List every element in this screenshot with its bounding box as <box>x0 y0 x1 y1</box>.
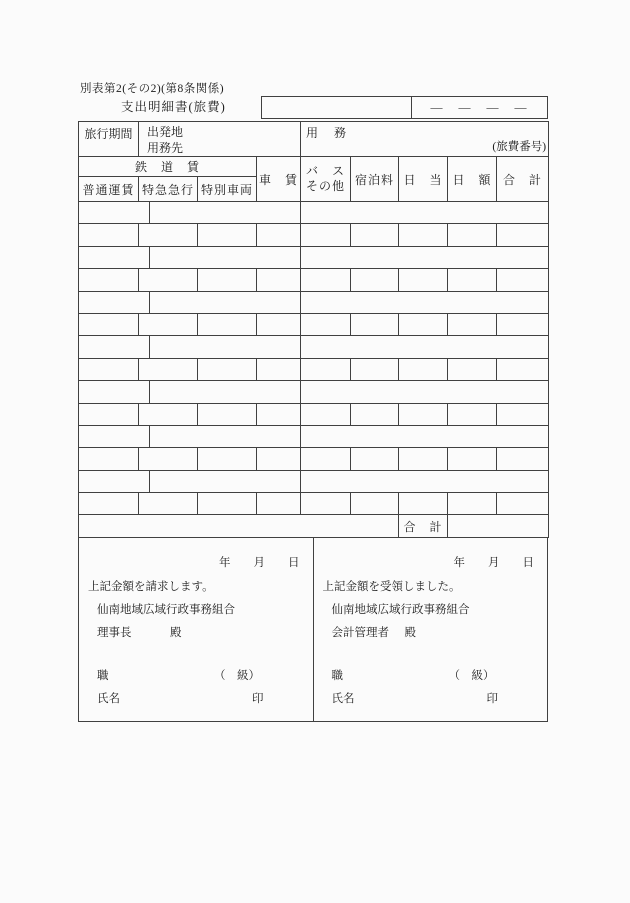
bus-other-cell[interactable] <box>301 358 351 380</box>
business-purpose-cell[interactable] <box>301 122 549 157</box>
expense-table <box>78 121 549 538</box>
daily-amount-cell[interactable] <box>448 313 497 335</box>
lodging-cell[interactable] <box>351 313 399 335</box>
receipt-grade-label: （ 級） <box>448 670 495 682</box>
car-fare-cell[interactable] <box>257 313 301 335</box>
claim-grade-label: （ 級） <box>214 670 260 682</box>
row-total-cell[interactable] <box>497 269 549 291</box>
special-car-cell[interactable] <box>198 313 257 335</box>
entry-date-cell[interactable] <box>79 425 150 447</box>
special-car-cell[interactable] <box>198 403 257 425</box>
header-daily-allowance: 日 当 <box>399 157 448 202</box>
row-total-cell[interactable] <box>497 313 549 335</box>
express-fare-cell[interactable] <box>139 313 198 335</box>
express-fare-cell[interactable] <box>139 448 198 470</box>
entry-route-cell[interactable] <box>150 425 301 447</box>
ordinary-fare-cell[interactable] <box>79 448 139 470</box>
entry-detail-cell[interactable] <box>301 425 549 447</box>
header-total: 合 計 <box>497 157 549 202</box>
header-express-fare: 特急急行 <box>139 177 198 202</box>
departure-label: 出発地 <box>147 125 184 139</box>
entry-date-cell[interactable] <box>79 291 150 313</box>
express-fare-cell[interactable] <box>139 358 198 380</box>
row-total-cell[interactable] <box>497 448 549 470</box>
ordinary-fare-cell[interactable] <box>79 224 139 246</box>
receipt-organization: 仙南地域広域行政事務組合 <box>331 604 470 616</box>
entry-date-cell[interactable] <box>79 246 150 268</box>
express-fare-cell[interactable] <box>139 269 198 291</box>
claim-position-line <box>97 667 260 683</box>
entry-route-cell[interactable] <box>150 246 301 268</box>
receipt-position-label: 職 <box>331 670 343 682</box>
special-car-cell[interactable] <box>198 448 257 470</box>
entry-route-cell[interactable] <box>150 336 301 358</box>
lodging-cell[interactable] <box>351 448 399 470</box>
lodging-cell[interactable] <box>351 403 399 425</box>
entry-detail-cell[interactable] <box>301 246 549 268</box>
entry-detail-cell[interactable] <box>301 336 549 358</box>
daily-amount-cell[interactable] <box>448 269 497 291</box>
entry-route-cell[interactable] <box>150 291 301 313</box>
entry-detail-cell[interactable] <box>301 470 549 492</box>
receipt-seal-label: 印 <box>486 693 498 705</box>
claim-panel <box>79 538 313 721</box>
form-title: 支出明細書(旅費) <box>121 100 226 114</box>
row-total-cell[interactable] <box>497 224 549 246</box>
business-label: 用 務 <box>306 126 349 140</box>
entry-route-cell[interactable] <box>150 202 301 224</box>
daily-allowance-cell[interactable] <box>399 448 448 470</box>
daily-allowance-cell[interactable] <box>399 313 448 335</box>
receipt-date-line: 年 月 日 <box>453 557 534 569</box>
car-fare-cell[interactable] <box>257 448 301 470</box>
bus-other-cell[interactable] <box>301 313 351 335</box>
entry-route-cell[interactable] <box>150 381 301 403</box>
doc-reference-title: 別表第2(その2)(第8条関係) <box>80 83 225 95</box>
bus-other-cell[interactable] <box>301 403 351 425</box>
entry-detail-cell[interactable] <box>301 291 549 313</box>
departure-destination-cell[interactable] <box>139 122 301 157</box>
ordinary-fare-cell[interactable] <box>79 269 139 291</box>
header-lodging: 宿泊料 <box>351 157 399 202</box>
receipt-addressee-title: 会計管理者 <box>331 627 389 639</box>
total-row-label: 合 計 <box>399 515 448 537</box>
car-fare-cell[interactable] <box>257 403 301 425</box>
car-fare-cell[interactable] <box>257 493 301 515</box>
daily-amount-cell[interactable] <box>448 358 497 380</box>
entry-date-cell[interactable] <box>79 336 150 358</box>
claim-organization: 仙南地域広域行政事務組合 <box>97 604 235 616</box>
express-fare-cell[interactable] <box>139 493 198 515</box>
entry-detail-cell[interactable] <box>301 202 549 224</box>
header-bus-other <box>301 157 351 202</box>
daily-allowance-cell[interactable] <box>399 403 448 425</box>
header-railway-fare: 鉄 道 賃 <box>79 157 257 177</box>
car-fare-cell[interactable] <box>257 358 301 380</box>
entry-detail-cell[interactable] <box>301 381 549 403</box>
ordinary-fare-cell[interactable] <box>79 403 139 425</box>
claim-date-line: 年 月 日 <box>219 557 300 569</box>
special-car-cell[interactable] <box>198 358 257 380</box>
bus-other-cell[interactable] <box>301 493 351 515</box>
receipt-addressee <box>331 624 416 640</box>
ordinary-fare-cell[interactable] <box>79 313 139 335</box>
car-fare-cell[interactable] <box>257 269 301 291</box>
signature-section <box>78 537 548 722</box>
lodging-cell[interactable] <box>351 493 399 515</box>
entry-date-cell[interactable] <box>79 381 150 403</box>
claim-position-label: 職 <box>97 670 109 682</box>
daily-allowance-cell[interactable] <box>399 493 448 515</box>
header-bus-line2: その他 <box>306 179 346 193</box>
express-fare-cell[interactable] <box>139 403 198 425</box>
daily-allowance-cell[interactable] <box>399 269 448 291</box>
entry-date-cell[interactable] <box>79 202 150 224</box>
entry-route-cell[interactable] <box>150 470 301 492</box>
trip-number-label: (旅費番号) <box>492 141 547 153</box>
daily-amount-cell[interactable] <box>448 448 497 470</box>
claim-addressee <box>97 624 182 640</box>
receipt-addressee-suffix: 殿 <box>404 627 416 639</box>
express-fare-cell[interactable] <box>139 224 198 246</box>
grand-total-value-cell[interactable] <box>448 515 549 537</box>
special-car-cell[interactable] <box>198 269 257 291</box>
row-total-cell[interactable] <box>497 403 549 425</box>
daily-allowance-cell[interactable] <box>399 224 448 246</box>
receipt-panel <box>313 538 548 721</box>
receipt-name-line <box>331 690 498 706</box>
ordinary-fare-cell[interactable] <box>79 358 139 380</box>
lodging-cell[interactable] <box>351 224 399 246</box>
receipt-position-line <box>331 667 495 683</box>
trip-number-box <box>261 96 548 119</box>
destination-label: 用務先 <box>147 141 184 155</box>
bus-other-cell[interactable] <box>301 448 351 470</box>
daily-amount-cell[interactable] <box>448 403 497 425</box>
lodging-cell[interactable] <box>351 269 399 291</box>
special-car-cell[interactable] <box>198 224 257 246</box>
special-car-cell[interactable] <box>198 493 257 515</box>
entry-date-cell[interactable] <box>79 470 150 492</box>
header-bus-line1: バ ス <box>306 164 346 178</box>
header-car-fare: 車 賃 <box>257 157 301 202</box>
receipt-name-label: 氏名 <box>331 693 355 705</box>
daily-amount-cell[interactable] <box>448 224 497 246</box>
claim-addressee-suffix: 殿 <box>170 627 182 639</box>
bus-other-cell[interactable] <box>301 269 351 291</box>
daily-amount-cell[interactable] <box>448 493 497 515</box>
daily-allowance-cell[interactable] <box>399 358 448 380</box>
header-daily-amount: 日 額 <box>448 157 497 202</box>
receipt-statement: 上記金額を受領しました。 <box>322 581 461 593</box>
claim-name-label: 氏名 <box>97 693 120 705</box>
header-special-car: 特別車両 <box>198 177 257 202</box>
ordinary-fare-cell[interactable] <box>79 493 139 515</box>
claim-statement: 上記金額を請求します。 <box>88 581 214 593</box>
travel-period-label: 旅行期間 <box>79 122 139 157</box>
trip-number-blank-field[interactable] <box>262 97 412 118</box>
header-ordinary-fare: 普通運賃 <box>79 177 139 202</box>
bus-other-cell[interactable] <box>301 224 351 246</box>
claim-seal-label: 印 <box>252 693 264 705</box>
claim-addressee-title: 理事長 <box>97 627 132 639</box>
total-row-spacer-cell <box>79 515 399 537</box>
trip-number-dashes-field[interactable]: ― ― ― ― <box>430 100 529 114</box>
row-total-cell[interactable] <box>497 493 549 515</box>
car-fare-cell[interactable] <box>257 224 301 246</box>
lodging-cell[interactable] <box>351 358 399 380</box>
row-total-cell[interactable] <box>497 358 549 380</box>
claim-name-line <box>97 690 264 706</box>
expense-rows <box>79 202 549 515</box>
